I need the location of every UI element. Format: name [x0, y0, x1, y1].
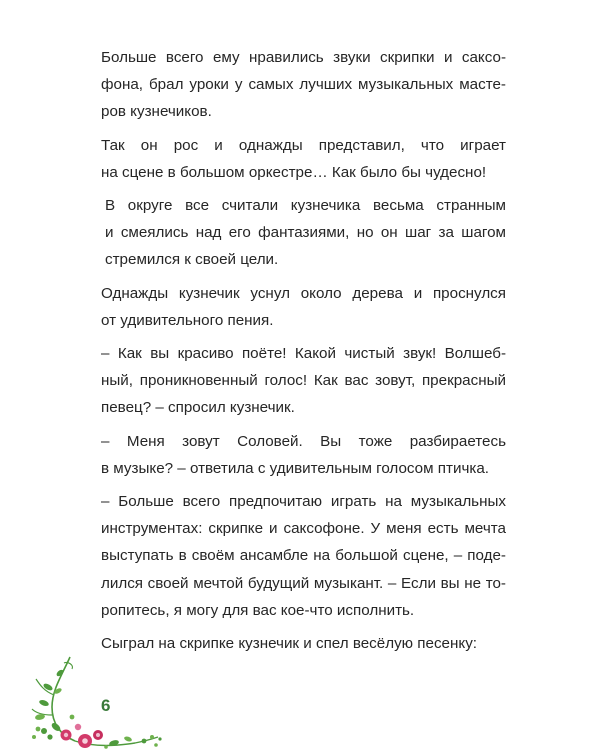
- page-number: 6: [101, 696, 111, 715]
- text-line: В округе все считали кузнечика весьма странным: [105, 197, 506, 215]
- paragraph: [78, 630, 506, 657]
- text-line: Однажды кузнечик уснул около дерева и проснулся: [101, 284, 506, 302]
- paragraph: [78, 340, 506, 422]
- text-line: – Меня зовут Соловей. Вы тоже разбираетесь: [101, 432, 506, 450]
- text-line: лился своей мечтой будущий музыкант. – Если вы не то-: [101, 574, 506, 592]
- text-line: – Как вы красиво поёте! Какой чистый звук! Волшеб-: [101, 345, 506, 363]
- text-line: на сцене в большом оркестре… Как было бы чудесно!: [101, 163, 487, 181]
- text-line: ропитесь, я могу для вас кое-что исполнить.: [101, 601, 415, 619]
- paragraph: [78, 488, 506, 624]
- paragraph: [78, 280, 506, 334]
- text-line: в музыке? – ответила с удивительным голосом птичка.: [101, 459, 489, 477]
- floral-vine-icon: [30, 655, 170, 750]
- paragraph: [78, 44, 506, 126]
- paragraph: [78, 132, 506, 186]
- text-line: от удивительного пения.: [101, 311, 274, 329]
- paragraph: [78, 192, 506, 274]
- text-line: Так он рос и однажды представил, что играет: [101, 136, 506, 154]
- text-line: выступать в своём ансамбле на большой сцене, – поде-: [101, 547, 506, 565]
- text-line: Больше всего ему нравились звуки скрипки и саксо-: [101, 49, 506, 66]
- text-line: стремился к своей цели.: [105, 251, 279, 269]
- text-line: Сыграл на скрипке кузнечик и спел весёлую песенку:: [101, 635, 478, 653]
- text-line: фона, брал уроки у самых лучших музыкальных масте-: [101, 76, 506, 94]
- paragraph: [78, 428, 506, 482]
- body-text: [78, 44, 506, 663]
- text-line: ров кузнечиков.: [101, 103, 212, 121]
- text-line: – Больше всего предпочитаю играть на музыкальных: [101, 493, 506, 511]
- text-line: ный, проникновенный голос! Как вас зовут, прекрасный: [101, 372, 506, 390]
- text-line: певец? – спросил кузнечик.: [101, 399, 295, 417]
- text-line: инструментах: скрипке и саксофоне. У меня есть мечта: [101, 520, 506, 538]
- text-line: и смеялись над его фантазиями, но он шаг за шагом: [105, 224, 506, 242]
